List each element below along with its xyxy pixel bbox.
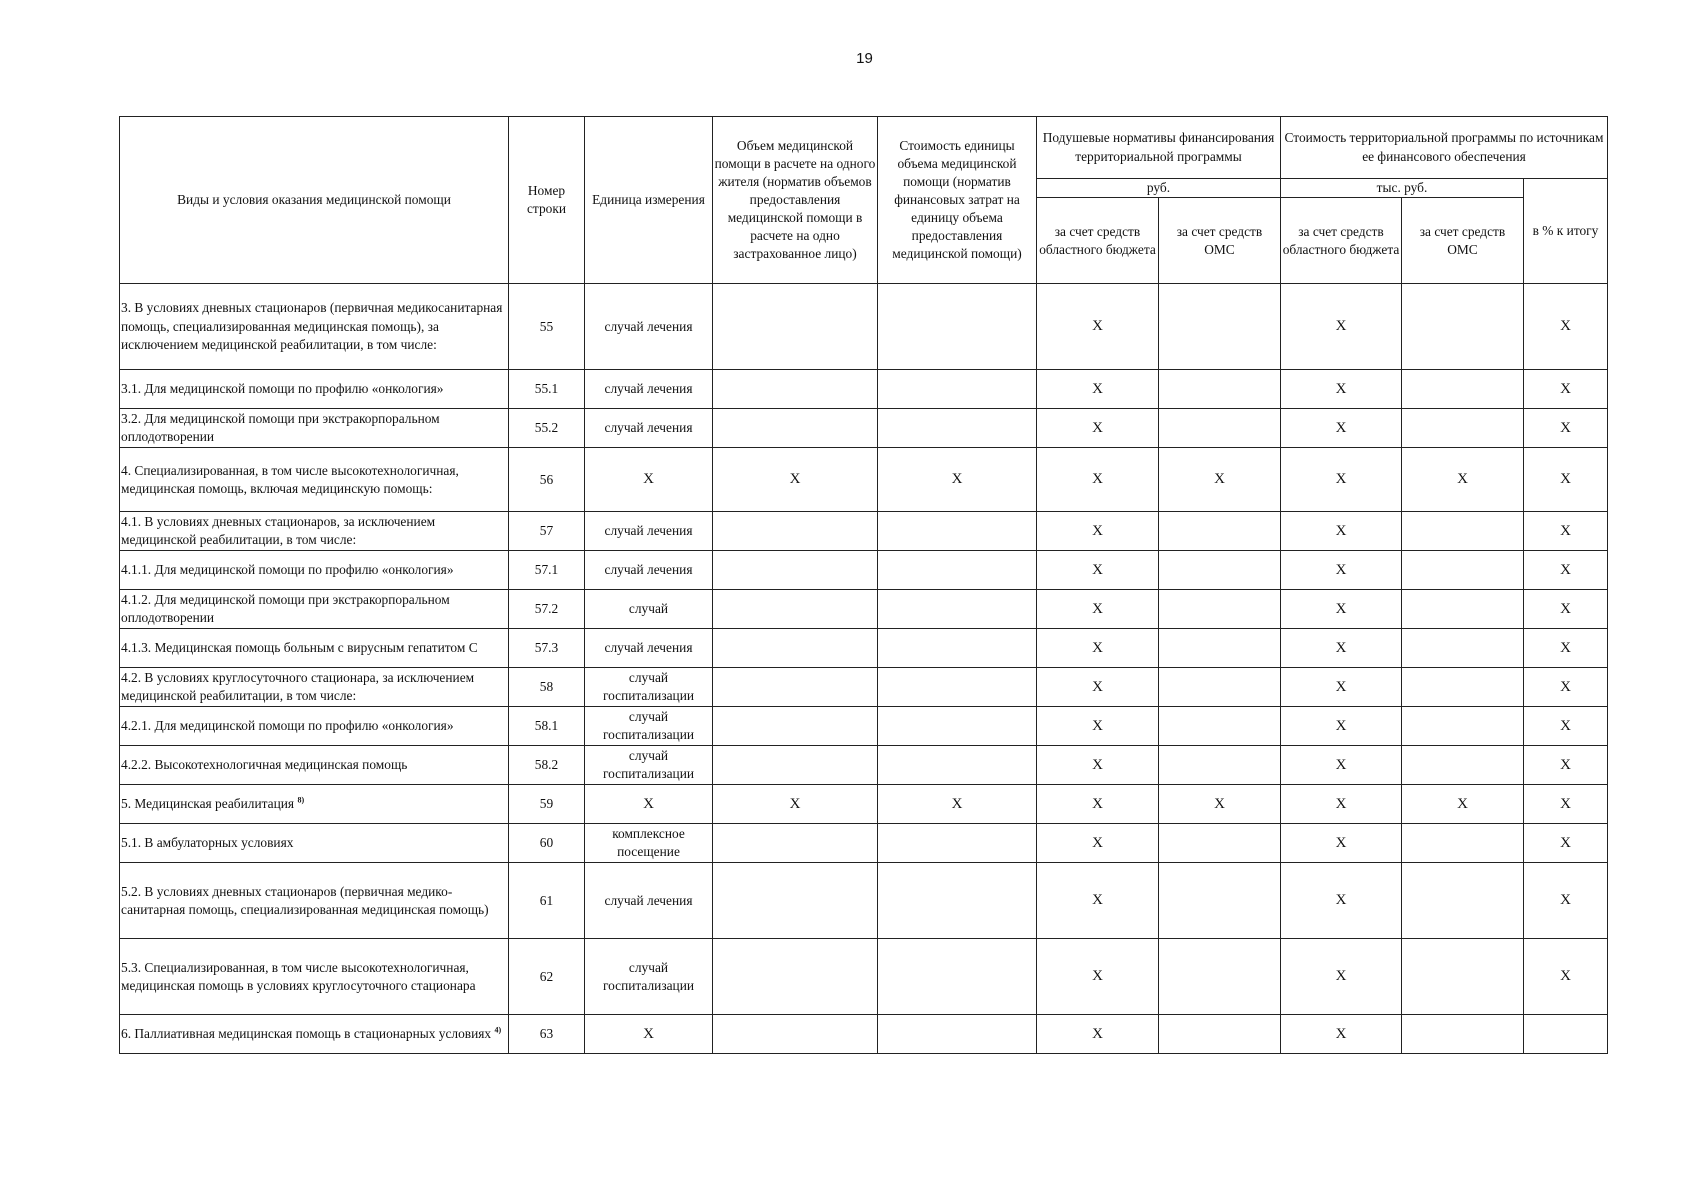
row-name: 4.1.2. Для медицинской помощи при экстракорпоральном оплодотворении bbox=[120, 590, 509, 629]
cell-oms-cost: X bbox=[1402, 785, 1524, 824]
cell-unit-cost bbox=[878, 629, 1037, 668]
row-number: 62 bbox=[509, 939, 585, 1015]
table-row bbox=[120, 629, 1608, 668]
cell-oms bbox=[1159, 863, 1281, 939]
cell-volume bbox=[713, 863, 878, 939]
page-number: 19 bbox=[856, 50, 873, 67]
cell-unit-cost bbox=[878, 746, 1037, 785]
cell-regional-budget-cost: X bbox=[1281, 409, 1402, 448]
cell-regional-budget-cost: X bbox=[1281, 551, 1402, 590]
table-row bbox=[120, 370, 1608, 409]
cell-percent: X bbox=[1524, 629, 1608, 668]
cell-oms-cost bbox=[1402, 746, 1524, 785]
cell-percent: X bbox=[1524, 512, 1608, 551]
cell-regional-budget-cost: X bbox=[1281, 746, 1402, 785]
row-unit: X bbox=[585, 1015, 713, 1054]
cell-unit-cost bbox=[878, 512, 1037, 551]
cell-regional-budget: X bbox=[1037, 1015, 1159, 1054]
row-unit: комплексное посещение bbox=[585, 824, 713, 863]
row-name: 4.2. В условиях круглосуточного стационара, за исключением медицинской реабилитации, в том числе: bbox=[120, 668, 509, 707]
cell-regional-budget-cost: X bbox=[1281, 512, 1402, 551]
cell-percent: X bbox=[1524, 785, 1608, 824]
cell-oms bbox=[1159, 939, 1281, 1015]
row-number: 56 bbox=[509, 448, 585, 512]
table-row bbox=[120, 707, 1608, 746]
cell-percent: X bbox=[1524, 707, 1608, 746]
cell-regional-budget: X bbox=[1037, 590, 1159, 629]
cell-regional-budget: X bbox=[1037, 409, 1159, 448]
footnote-marker: 8) bbox=[297, 795, 305, 805]
cell-volume bbox=[713, 629, 878, 668]
cell-oms-cost bbox=[1402, 629, 1524, 668]
cell-volume bbox=[713, 590, 878, 629]
row-name: 3.1. Для медицинской помощи по профилю «онкология» bbox=[120, 370, 509, 409]
cell-percent: X bbox=[1524, 284, 1608, 370]
row-unit: случай лечения bbox=[585, 551, 713, 590]
table-row bbox=[120, 284, 1608, 370]
cell-volume: X bbox=[713, 785, 878, 824]
cell-regional-budget-cost: X bbox=[1281, 707, 1402, 746]
cell-oms bbox=[1159, 746, 1281, 785]
row-number: 60 bbox=[509, 824, 585, 863]
header-per-capita-normatives: Подушевые нормативы финансирования территориальной программы bbox=[1037, 117, 1281, 179]
cell-regional-budget: X bbox=[1037, 629, 1159, 668]
cell-unit-cost bbox=[878, 939, 1037, 1015]
cell-oms-cost bbox=[1402, 863, 1524, 939]
cell-regional-budget: X bbox=[1037, 512, 1159, 551]
cell-percent: X bbox=[1524, 863, 1608, 939]
cell-volume bbox=[713, 370, 878, 409]
row-number: 59 bbox=[509, 785, 585, 824]
row-unit: случай лечения bbox=[585, 629, 713, 668]
header-unit-cost: Стоимость единицы объема медицинской помощи (норматив финансовых затрат на единицу объема предоставления медицинской помощи) bbox=[878, 117, 1037, 284]
row-name: 4.1.1. Для медицинской помощи по профилю «онкология» bbox=[120, 551, 509, 590]
cell-oms-cost bbox=[1402, 512, 1524, 551]
row-name: 5.3. Специализированная, в том числе высокотехнологичная, медицинская помощь в условиях круглосуточного стационара bbox=[120, 939, 509, 1015]
row-unit: случай лечения bbox=[585, 863, 713, 939]
cell-oms bbox=[1159, 707, 1281, 746]
row-number: 55 bbox=[509, 284, 585, 370]
cell-percent: X bbox=[1524, 409, 1608, 448]
row-unit: случай госпитализации bbox=[585, 668, 713, 707]
table-row bbox=[120, 746, 1608, 785]
cell-regional-budget-cost: X bbox=[1281, 939, 1402, 1015]
header-percent-of-total: в % к итогу bbox=[1524, 179, 1608, 284]
cell-volume bbox=[713, 409, 878, 448]
cell-regional-budget-cost: X bbox=[1281, 629, 1402, 668]
header-row-number: Номер строки bbox=[509, 117, 585, 284]
table-row bbox=[120, 785, 1608, 824]
cell-regional-budget-cost: X bbox=[1281, 370, 1402, 409]
cell-regional-budget: X bbox=[1037, 707, 1159, 746]
table-row bbox=[120, 448, 1608, 512]
cell-percent: X bbox=[1524, 551, 1608, 590]
cell-oms bbox=[1159, 1015, 1281, 1054]
cell-oms: X bbox=[1159, 785, 1281, 824]
cell-percent: X bbox=[1524, 939, 1608, 1015]
cell-regional-budget-cost: X bbox=[1281, 668, 1402, 707]
row-unit: случай лечения bbox=[585, 512, 713, 551]
header-regional-budget: за счет средств областного бюджета bbox=[1037, 198, 1159, 284]
cell-oms bbox=[1159, 409, 1281, 448]
cell-unit-cost bbox=[878, 590, 1037, 629]
cell-oms-cost bbox=[1402, 707, 1524, 746]
row-number: 55.2 bbox=[509, 409, 585, 448]
cell-unit-cost bbox=[878, 863, 1037, 939]
row-name: 5.2. В условиях дневных стационаров (первичная медико-санитарная помощь, специализированная медицинская помощь) bbox=[120, 863, 509, 939]
cell-oms-cost bbox=[1402, 939, 1524, 1015]
row-number: 61 bbox=[509, 863, 585, 939]
cell-oms-cost bbox=[1402, 824, 1524, 863]
financing-table bbox=[119, 116, 1608, 1054]
header-program-cost: Стоимость территориальной программы по источникам ее финансового обеспечения bbox=[1281, 117, 1608, 179]
row-number: 57 bbox=[509, 512, 585, 551]
row-unit: случай лечения bbox=[585, 370, 713, 409]
cell-oms bbox=[1159, 629, 1281, 668]
cell-oms bbox=[1159, 668, 1281, 707]
cell-percent bbox=[1524, 1015, 1608, 1054]
cell-volume bbox=[713, 1015, 878, 1054]
cell-regional-budget: X bbox=[1037, 448, 1159, 512]
row-unit: X bbox=[585, 448, 713, 512]
cell-oms bbox=[1159, 551, 1281, 590]
cell-regional-budget-cost: X bbox=[1281, 1015, 1402, 1054]
cell-oms-cost: X bbox=[1402, 448, 1524, 512]
table-body bbox=[120, 284, 1608, 1054]
footnote-marker: 4) bbox=[494, 1025, 502, 1035]
cell-volume bbox=[713, 551, 878, 590]
row-name: 4.2.2. Высокотехнологичная медицинская помощь bbox=[120, 746, 509, 785]
row-unit: случай лечения bbox=[585, 284, 713, 370]
row-unit: случай лечения bbox=[585, 409, 713, 448]
cell-oms-cost bbox=[1402, 1015, 1524, 1054]
row-unit: случай госпитализации bbox=[585, 707, 713, 746]
row-unit: случай госпитализации bbox=[585, 939, 713, 1015]
row-number: 57.1 bbox=[509, 551, 585, 590]
table-row bbox=[120, 409, 1608, 448]
cell-volume bbox=[713, 707, 878, 746]
cell-volume bbox=[713, 284, 878, 370]
cell-oms-cost bbox=[1402, 409, 1524, 448]
row-number: 63 bbox=[509, 1015, 585, 1054]
row-name: 5. Медицинская реабилитация $^{8)}$ bbox=[120, 785, 509, 824]
row-number: 57.2 bbox=[509, 590, 585, 629]
header-volume-per-capita: Объем медицинской помощи в расчете на одного жителя (норматив объемов предоставления медицинской помощи в расчете на одно застрахованное лицо) bbox=[713, 117, 878, 284]
row-name: 4. Специализированная, в том числе высокотехнологичная, медицинская помощь, включая медицинскую помощь: bbox=[120, 448, 509, 512]
cell-percent: X bbox=[1524, 668, 1608, 707]
row-name: 3.2. Для медицинской помощи при экстракорпоральном оплодотворении bbox=[120, 409, 509, 448]
cell-regional-budget-cost: X bbox=[1281, 448, 1402, 512]
cell-volume bbox=[713, 668, 878, 707]
header-oms-cost: за счет средств ОМС bbox=[1402, 198, 1524, 284]
cell-oms bbox=[1159, 824, 1281, 863]
row-number: 58 bbox=[509, 668, 585, 707]
cell-unit-cost bbox=[878, 1015, 1037, 1054]
cell-oms-cost bbox=[1402, 551, 1524, 590]
row-number: 58.2 bbox=[509, 746, 585, 785]
cell-unit-cost bbox=[878, 824, 1037, 863]
cell-oms-cost bbox=[1402, 284, 1524, 370]
cell-unit-cost bbox=[878, 707, 1037, 746]
cell-regional-budget-cost: X bbox=[1281, 824, 1402, 863]
row-name: 4.1. В условиях дневных стационаров, за исключением медицинской реабилитации, в том числе: bbox=[120, 512, 509, 551]
cell-oms-cost bbox=[1402, 370, 1524, 409]
row-name: 5.1. В амбулаторных условиях bbox=[120, 824, 509, 863]
cell-volume: X bbox=[713, 448, 878, 512]
cell-oms-cost bbox=[1402, 590, 1524, 629]
cell-regional-budget-cost: X bbox=[1281, 863, 1402, 939]
header-unit-rub: руб. bbox=[1037, 179, 1281, 198]
cell-regional-budget: X bbox=[1037, 785, 1159, 824]
cell-regional-budget: X bbox=[1037, 863, 1159, 939]
cell-volume bbox=[713, 824, 878, 863]
cell-regional-budget: X bbox=[1037, 746, 1159, 785]
cell-oms bbox=[1159, 590, 1281, 629]
cell-regional-budget: X bbox=[1037, 824, 1159, 863]
cell-unit-cost bbox=[878, 409, 1037, 448]
cell-regional-budget-cost: X bbox=[1281, 284, 1402, 370]
cell-percent: X bbox=[1524, 370, 1608, 409]
header-unit-thousand-rub: тыс. руб. bbox=[1281, 179, 1524, 198]
table-row bbox=[120, 512, 1608, 551]
cell-regional-budget: X bbox=[1037, 551, 1159, 590]
cell-regional-budget: X bbox=[1037, 370, 1159, 409]
row-number: 57.3 bbox=[509, 629, 585, 668]
cell-volume bbox=[713, 746, 878, 785]
cell-oms bbox=[1159, 370, 1281, 409]
cell-regional-budget-cost: X bbox=[1281, 785, 1402, 824]
cell-unit-cost bbox=[878, 551, 1037, 590]
row-unit: X bbox=[585, 785, 713, 824]
cell-volume bbox=[713, 939, 878, 1015]
table-row bbox=[120, 824, 1608, 863]
cell-unit-cost: X bbox=[878, 785, 1037, 824]
row-number: 58.1 bbox=[509, 707, 585, 746]
cell-percent: X bbox=[1524, 448, 1608, 512]
row-number: 55.1 bbox=[509, 370, 585, 409]
row-name: 3. В условиях дневных стационаров (первичная медикосанитарная помощь, специализированная медицинская помощь), за исключением медицинской реабилитации, в том числе: bbox=[120, 284, 509, 370]
header-type-conditions: Виды и условия оказания медицинской помощи bbox=[120, 117, 509, 284]
row-name: 4.1.3. Медицинская помощь больным с вирусным гепатитом С bbox=[120, 629, 509, 668]
cell-regional-budget-cost: X bbox=[1281, 590, 1402, 629]
header-regional-budget-cost: за счет средств областного бюджета bbox=[1281, 198, 1402, 284]
cell-percent: X bbox=[1524, 590, 1608, 629]
table-row bbox=[120, 1015, 1608, 1054]
row-unit: случай bbox=[585, 590, 713, 629]
cell-unit-cost bbox=[878, 668, 1037, 707]
cell-regional-budget: X bbox=[1037, 284, 1159, 370]
cell-oms: X bbox=[1159, 448, 1281, 512]
table-row bbox=[120, 590, 1608, 629]
header-unit: Единица измерения bbox=[585, 117, 713, 284]
cell-regional-budget: X bbox=[1037, 939, 1159, 1015]
table-row bbox=[120, 939, 1608, 1015]
cell-oms bbox=[1159, 512, 1281, 551]
table-row bbox=[120, 551, 1608, 590]
cell-oms bbox=[1159, 284, 1281, 370]
table-row bbox=[120, 668, 1608, 707]
cell-unit-cost bbox=[878, 284, 1037, 370]
row-unit: случай госпитализации bbox=[585, 746, 713, 785]
cell-oms-cost bbox=[1402, 668, 1524, 707]
table-row bbox=[120, 863, 1608, 939]
header-oms: за счет средств ОМС bbox=[1159, 198, 1281, 284]
cell-unit-cost: X bbox=[878, 448, 1037, 512]
cell-volume bbox=[713, 512, 878, 551]
row-name: 6. Паллиативная медицинская помощь в стационарных условиях $^{4)}$ bbox=[120, 1015, 509, 1054]
cell-regional-budget: X bbox=[1037, 668, 1159, 707]
cell-percent: X bbox=[1524, 824, 1608, 863]
row-name: 4.2.1. Для медицинской помощи по профилю «онкология» bbox=[120, 707, 509, 746]
cell-unit-cost bbox=[878, 370, 1037, 409]
cell-percent: X bbox=[1524, 746, 1608, 785]
